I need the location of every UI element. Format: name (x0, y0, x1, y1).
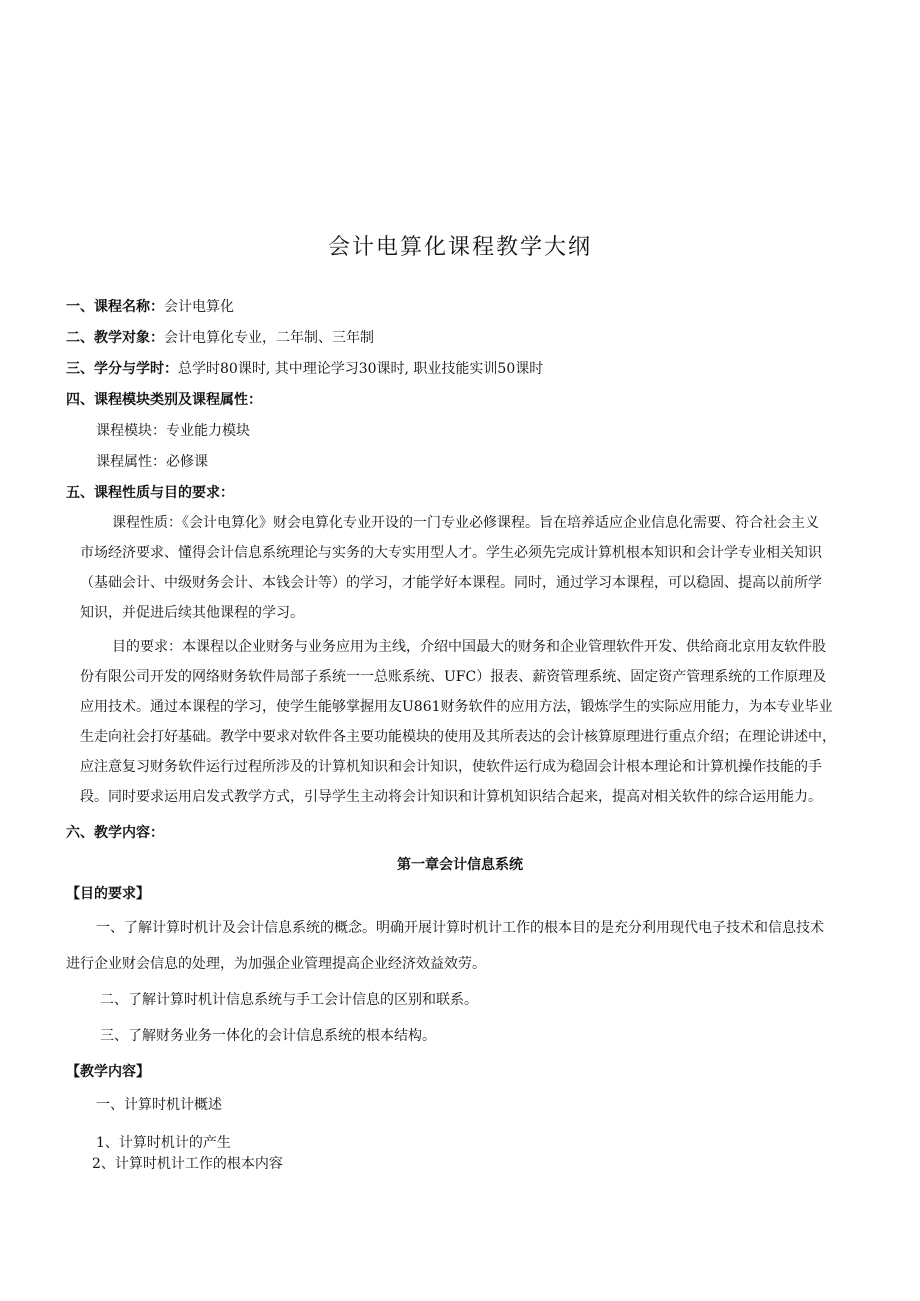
section-label: 一、课程名称： (66, 299, 164, 315)
section-value: 总学时80课时, 其中理论学习30课时, 职业技能实训50课时 (178, 361, 544, 377)
content-subitem: 2、计算时机计工作的根本内容 (92, 1156, 283, 1172)
section-course-name (66, 297, 234, 317)
section-label: 二、教学对象： (66, 330, 164, 346)
goals-label: 【目的要求】 (66, 886, 150, 902)
section-credits (66, 359, 543, 379)
section-module-heading: 四、课程模块类别及课程属性： (66, 392, 262, 408)
chapter-title: 第一章会计信息系统 (397, 857, 523, 873)
course-nature-paragraph (80, 508, 860, 628)
content-subitem: 1、计算时机计的产生 (96, 1135, 231, 1151)
goal-2: 二、了解计算时机计信息系统与手工会计信息的区别和联系。 (100, 992, 478, 1008)
goal-3: 三、了解财务业务一体化的会计信息系统的根本结构。 (100, 1028, 436, 1044)
section-value: 会计电算化专业，二年制、三年制 (164, 330, 374, 346)
goal-1 (66, 910, 866, 982)
paragraph-line: 应注意复习财务软件运行过程所涉及的计算机知识和会计知识，使软件运行成为稳固会计根本理论和计算机操作技能的手 (80, 759, 822, 775)
section-audience (66, 328, 374, 348)
paragraph-line: 知识，并促进后续其他课程的学习。 (80, 605, 304, 621)
paragraph-line: 份有限公司开发的网络财务软件局部子系统一一总账系统、UFC）报表、薪资管理系统、固定资产管理系统的工作原理及 (80, 669, 827, 685)
paragraph-line: 生走向社会打好基础。教学中要求对软件各主要功能模块的使用及其所表达的会计核算原理进行重点介绍；在理论讲述中， (80, 729, 836, 745)
content-item: 一、计算时机计概述 (96, 1097, 222, 1113)
section-value: 会计电算化 (164, 299, 234, 315)
paragraph-line: 进行企业财会信息的处理，为加强企业管理提高企业经济效益效劳。 (66, 956, 486, 972)
paragraph-line: 段。同时要求运用启发式教学方式，引导学生主动将会计知识和计算机知识结合起来，提高对相关软件的综合运用能力。 (80, 789, 822, 805)
paragraph-line: 市场经济要求、懂得会计信息系统理论与实务的大专实用型人才。学生必须先完成计算机根本知识和会计学专业相关知识 (80, 545, 822, 561)
section-content-heading: 六、教学内容： (66, 825, 164, 841)
paragraph-line: （基础会计、中级财务会计、本钱会计等）的学习，才能学好本课程。同时，通过学习本课程，可以稳固、提高以前所学 (80, 575, 822, 591)
course-attribute: 课程属性：必修课 (96, 454, 208, 470)
paragraph-line: 目的要求：本课程以企业财务与业务应用为主线，介绍中国最大的财务和企业管理软件开发、供给商北京用友软件股 (112, 639, 826, 655)
paragraph-line: 应用技术。通过本课程的学习，使学生能够掌握用友U861财务软件的应用方法，锻炼学生的实际应用能力，为本专业毕业 (80, 699, 833, 715)
course-module: 课程模块：专业能力模块 (96, 423, 250, 439)
section-label: 三、学分与学时： (66, 361, 178, 377)
section-nature-heading: 五、课程性质与目的要求： (66, 485, 234, 501)
paragraph-line: 课程性质：《会计电算化》财会电算化专业开设的一门专业必修课程。旨在培养适应企业信息化需要、符合社会主义 (112, 515, 819, 531)
paragraph-line: 一、了解计算时机计及会计信息系统的概念。明确开展计算时机计工作的根本目的是充分利用现代电子技术和信息技术 (96, 920, 824, 936)
page-title: 会计电算化课程教学大纲 (327, 235, 592, 260)
content-label: 【教学内容】 (66, 1064, 150, 1080)
course-goal-paragraph (80, 632, 862, 812)
